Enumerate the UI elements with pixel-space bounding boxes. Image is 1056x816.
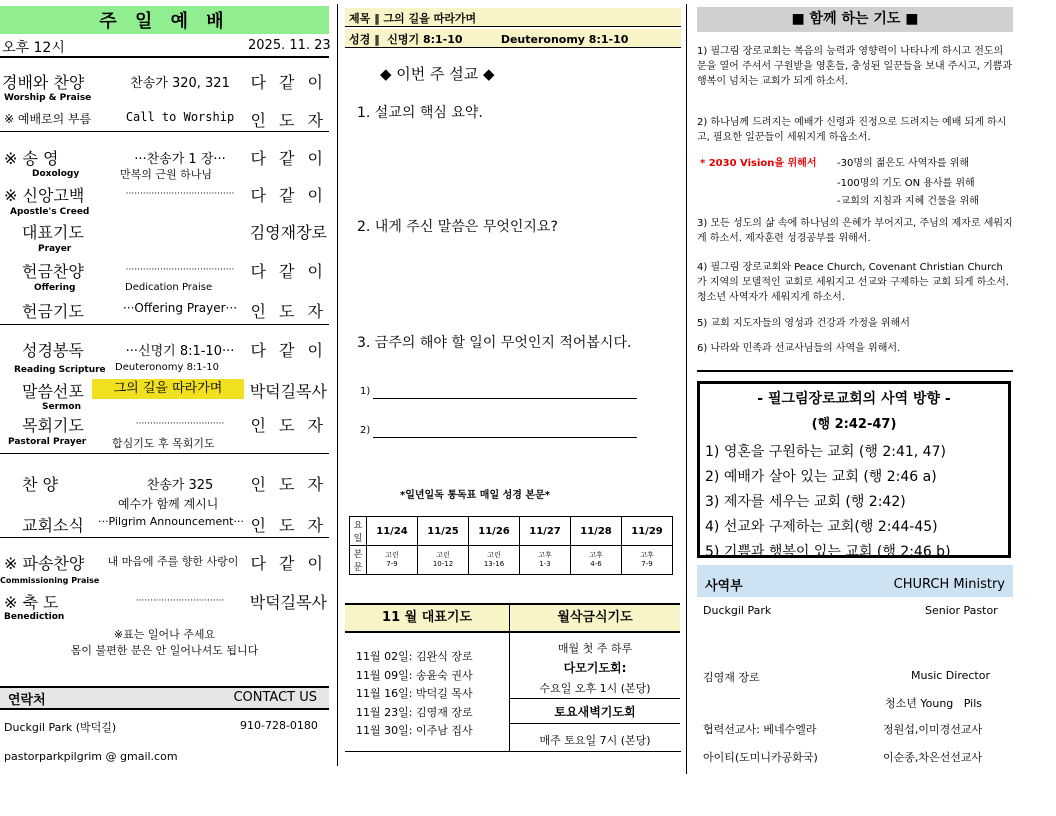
fasting-prayer-title: 월삭금식기도 (510, 603, 680, 633)
list-item: 11월 09일: 송윤숙 권사 (356, 668, 473, 682)
item-leader: 다 같 이 (250, 341, 327, 360)
contact-bar (0, 686, 329, 710)
table-row (350, 546, 673, 575)
staff-role: 정원섭,이미경선교사 (883, 723, 983, 736)
item-center: 내 마음에 주를 향한 사랑이 (107, 555, 239, 568)
list-item: 11월 02일: 김완식 장로 (356, 650, 473, 663)
staff-role: Senior Pastor (925, 604, 998, 617)
item-name: 말씀선포 (22, 382, 84, 401)
answer-line-2[interactable] (373, 437, 637, 438)
item-leader: 다 같 이 (250, 149, 327, 168)
sermon-title-highlight: 그의 길을 따라가며 (92, 379, 244, 399)
table-cell-date: 11/25 (418, 517, 469, 546)
reading-chapters: 7-9 (641, 560, 653, 568)
item-center: 찬송가 325 (146, 478, 214, 493)
item-offering (0, 259, 329, 281)
item-leader: 인 도 자 (250, 475, 327, 494)
prayer-title: ■ 함께 하는 기도 ■ (697, 7, 1013, 32)
item-leader: 다 같 이 (250, 73, 327, 92)
table-cell-reading (469, 546, 520, 575)
reading-chapters: 10-12 (432, 560, 454, 568)
table-cell-date: 11/28 (571, 517, 622, 546)
prayer-3: 3) 모든 성도의 삶 속에 하나님의 은혜가 부어지고, 주님의 제자로 세워지게 하소서. 제자훈련 성경공부를 위해서. (697, 218, 1013, 244)
item-name: 찬 양 (22, 475, 58, 494)
rep-prayer-title: 11 월 대표기도 (345, 603, 509, 633)
item-name: ※ 파송찬양 (4, 554, 85, 573)
item-leader: 인 도 자 (250, 416, 327, 435)
item-name: ※ 예배로의 부름 (4, 112, 92, 126)
list-item: 3) 제자를 세우는 교회 (행 2:42) (705, 494, 906, 510)
ministry-header (697, 565, 1013, 597)
item-en: Commissioning Praise (0, 576, 100, 585)
question-3: 3. 금주의 해야 할 일이 무엇인지 적어봅시다. (357, 335, 632, 351)
item-sub: 예수가 함께 계시니 (118, 497, 219, 511)
item-sub: Deuteronomy 8:1-10 (115, 362, 219, 373)
list-item: 11월 23일: 김영재 장로 (356, 705, 473, 719)
item-sermon (0, 379, 329, 401)
item-center: ······························· (135, 596, 225, 606)
ministry-label: 사역부 (705, 579, 743, 594)
item-name: 헌금기도 (22, 302, 84, 321)
staff-role: 청소년 Young Pils (885, 697, 983, 710)
sermon-subject-text: 제목 ‖ 그의 길을 따라가며 (349, 12, 477, 25)
reading-book: 고후 (589, 551, 603, 559)
reading-book: 고후 (538, 551, 552, 559)
item-prayer (0, 220, 329, 242)
item-name: ※ 축 도 (4, 593, 59, 612)
staff-name: Duckgil Park (703, 604, 772, 617)
item-name: 교회소식 (22, 516, 84, 535)
item-en: Apostle's Creed (10, 207, 90, 217)
item-leader: 다 같 이 (250, 186, 327, 205)
item-en: Sermon (42, 402, 81, 412)
item-worship-praise (0, 70, 329, 92)
sermon-heading: ◆ 이번 주 설교 ◆ (380, 65, 495, 83)
item-leader: 다 같 이 (250, 554, 327, 573)
vision-item-c: -교회의 지침과 지혜 건물을 위해 (837, 196, 979, 207)
contact-email[interactable]: pastorparkpilgrim @ gmail.com (4, 750, 178, 763)
reading-chapters: 1-3 (539, 560, 551, 568)
contact-name: Duckgil Park (박덕길) (4, 721, 117, 734)
fasting-line-1: 매월 첫 주 하루 (557, 642, 633, 655)
service-date: 2025. 11. 23 (248, 38, 331, 53)
fasting-line-2: 다모기도회: (563, 661, 627, 675)
box-list (705, 440, 951, 565)
table-row (350, 517, 673, 546)
staff-role: 이순종,차은선선교사 (883, 751, 983, 764)
table-cell-date: 11/29 (622, 517, 673, 546)
table-cell-reading (367, 546, 418, 575)
item-leader: 박덕길목사 (249, 593, 327, 612)
item-apostles-creed (0, 183, 329, 205)
prayer-6: 6) 나라와 민족과 선교사님들의 사역을 위해서. (697, 343, 901, 354)
contact-phone: 910-728-0180 (240, 719, 318, 732)
list-item: 5) 기쁨과 행복이 있는 교회 (행 2:46 b) (705, 544, 951, 560)
item-en: Pastoral Prayer (8, 437, 87, 447)
staff-name: 협력선교사: 베네수엘라 (703, 723, 817, 736)
reading-book: 고린 (385, 551, 399, 559)
item-center: ······························· (135, 419, 225, 429)
item-name: 헌금찬양 (22, 262, 84, 281)
item-center: 찬송가 320, 321 (130, 76, 230, 91)
item-en: Benediction (4, 612, 65, 622)
item-name: ※ 신앙고백 (4, 186, 85, 205)
item-center: ···Offering Prayer··· (122, 301, 238, 315)
item-scripture-reading (0, 338, 329, 360)
prayer-divider (509, 603, 510, 751)
fasting-line-4: 토요새벽기도회 (554, 705, 636, 719)
service-time: 오후 12시 (2, 40, 65, 56)
vision-item-a: -30명의 젊은도 사역자를 위해 (837, 158, 970, 169)
item-center: ···Pilgrim Announcement··· (98, 515, 244, 528)
item-sub: Dedication Praise (125, 282, 213, 293)
item-leader: 김영재장로 (249, 223, 327, 242)
item-center: ······································ (125, 189, 235, 199)
item-en: Reading Scripture (14, 365, 106, 375)
item-en: Prayer (38, 244, 72, 254)
item-center: ······································ (125, 265, 235, 275)
fasting-line-5: 매주 토요일 7시 (본당) (539, 734, 651, 747)
item-name: 대표기도 (22, 223, 84, 242)
item-name: ※ 송 영 (4, 149, 59, 168)
item-benediction (0, 590, 329, 612)
standing-note-2: 몸이 불편한 분은 안 일어나셔도 됩니다 (70, 644, 259, 657)
vision-2030: * 2030 Vision을 위해서 (700, 158, 817, 169)
item-name: 목회기도 (22, 416, 84, 435)
list-item: 1) 영혼을 구원하는 교회 (행 2:41, 47) (705, 444, 946, 460)
table-cell-reading (418, 546, 469, 575)
item-en: Worship & Praise (4, 93, 92, 103)
list-item: 4) 선교와 구제하는 교회(행 2:44-45) (705, 519, 938, 535)
item-en: Doxology (32, 169, 80, 179)
table-header-text: 본문 (350, 546, 367, 575)
prayer-1: 1) 필그림 장로교회는 복음의 능력과 영향력이 나타나게 하시고 전도의 문을 열어 주셔서 구원받을 영혼들, 충성된 일꾼들을 보내 주시고, 기쁨과 행복이 넘치는 교회가 되게 하소서. (697, 46, 1013, 87)
prayer-4: 4) 필그림 장로교회와 Peace Church, Covenant Christian Church 가 지역의 모델적인 교회로 세워지고 선교와 구제하는 교회 되게 하소서. 청소년 사역자가 세워지게 하소서. (697, 262, 1009, 303)
table-header-day: 요일 (350, 517, 367, 546)
sermon-scripture-text: 성경 ‖ 신명기 8:1-10 Deuteronomy 8:1-10 (349, 33, 629, 46)
column-divider (337, 4, 338, 766)
table-cell-date: 11/26 (469, 517, 520, 546)
item-en: Offering (34, 283, 76, 293)
box-title: - 필그림장로교회의 사역 방향 - (757, 391, 951, 407)
item-sub: 합심기도 후 목회기도 (112, 437, 215, 450)
item-center: Call to Worship (125, 110, 235, 124)
answer-1-label: 1) (360, 386, 371, 397)
order-of-service (0, 0, 336, 816)
question-1: 1. 설교의 핵심 요약. (357, 105, 483, 121)
item-leader: 박덕길목사 (249, 382, 327, 401)
table-cell-reading (520, 546, 571, 575)
standing-note: ※표는 일어나 주세요 (113, 628, 216, 641)
answer-line-1[interactable] (373, 398, 637, 399)
answer-2-label: 2) (360, 425, 371, 436)
staff-name: 김영재 장로 (703, 671, 760, 684)
rep-prayer-list (356, 648, 473, 741)
contact-label: 연락처 (8, 693, 46, 708)
ministry-direction-box (697, 381, 1011, 558)
staff-name: 아이티(도미니카공화국) (703, 751, 818, 764)
item-center: ···찬송가 1 장··· (134, 152, 226, 167)
list-item: 11월 30일: 이주남 집사 (356, 724, 473, 737)
table-cell-date: 11/24 (367, 517, 418, 546)
prayer-2: 2) 하나님께 드려지는 예배가 신령과 진정으로 드려지는 예배 되게 하시고, 필요한 일꾼들이 세워지게 하옵소서. (697, 117, 1007, 143)
ministry-label-en: CHURCH Ministry (893, 577, 1005, 592)
item-offering-prayer (0, 299, 329, 321)
bible-reading-table (349, 516, 673, 575)
list-item: 2) 예배가 살아 있는 교회 (행 2:46 a) (705, 469, 937, 485)
service-title: 주 일 예 배 (0, 6, 329, 34)
vision-item-b: -100명의 기도 ON 용사를 위해 (837, 178, 975, 189)
item-doxology (0, 146, 329, 168)
item-name: 경배와 찬양 (2, 73, 85, 92)
item-center: ···신명기 8:1-10··· (125, 344, 235, 359)
table-cell-reading (571, 546, 622, 575)
item-leader: 인 도 자 (250, 516, 327, 535)
item-name: 성경봉독 (22, 341, 84, 360)
reading-chapters: 4-6 (590, 560, 602, 568)
bible-reading-title: *일년일독 통독표 매일 성경 본문* (400, 490, 550, 501)
staff-role: Music Director (911, 669, 990, 682)
item-leader: 다 같 이 (250, 262, 327, 281)
box-subtitle: (행 2:42-47) (811, 417, 897, 432)
table-cell-date: 11/27 (520, 517, 571, 546)
item-leader: 인 도 자 (250, 111, 327, 130)
reading-chapters: 13-16 (483, 560, 505, 568)
item-announcements (0, 513, 329, 535)
column-divider (686, 4, 687, 774)
sermon-subject (345, 8, 681, 26)
item-commissioning-praise (0, 551, 329, 573)
item-praise (0, 472, 329, 494)
table-cell-reading (622, 546, 673, 575)
prayer-5: 5) 교회 지도자들의 영성과 건강과 가정을 위해서 (697, 318, 910, 329)
item-leader: 인 도 자 (250, 302, 327, 321)
question-2: 2. 내게 주신 말씀은 무엇인지요? (357, 219, 558, 235)
fasting-line-3: 수요일 오후 1시 (본당) (539, 682, 651, 695)
reading-book: 고린 (487, 551, 501, 559)
list-item: 11월 16일: 박덕길 목사 (356, 687, 473, 700)
contact-label-en: CONTACT US (233, 690, 317, 705)
sermon-scripture (345, 29, 681, 47)
reading-book: 고린 (436, 551, 450, 559)
item-call-to-worship (0, 108, 329, 130)
reading-chapters: 7-9 (386, 560, 398, 568)
reading-book: 고후 (640, 551, 654, 559)
item-pastoral-prayer (0, 413, 329, 435)
item-sub: 만복의 근원 하나님 (120, 168, 213, 181)
